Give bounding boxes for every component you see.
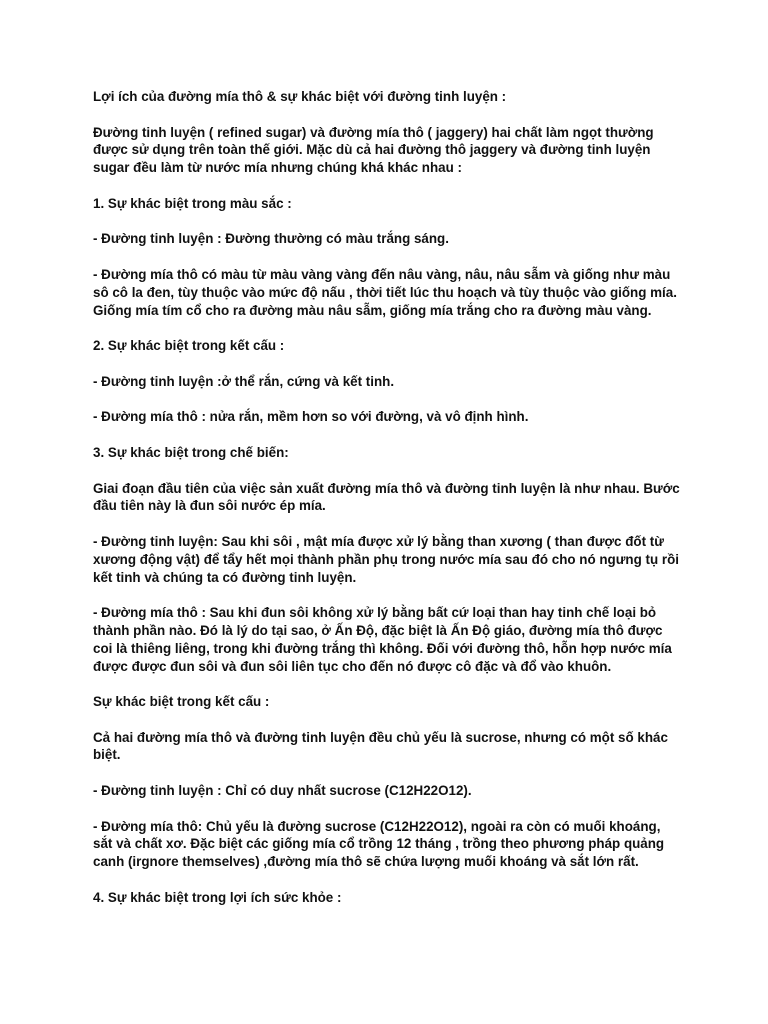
color-jaggery-paragraph: - Đường mía thô có màu từ màu vàng vàng đến nâu vàng, nâu, nâu sẫm và giống như màu sô cô la đen, tùy thuộc vào mức độ nấu , thời tiết lúc thu hoạch và tùy thuộc vào giống mía. Giống mía tím cổ cho ra đường màu nâu sẫm, giống mía trắng cho ra đường màu vàng. [93,266,677,318]
section-heading-texture: 2. Sự khác biệt trong kết cấu : [93,338,285,354]
document-page [93,88,683,924]
composition-refined-paragraph: - Đường tinh luyện : Chỉ có duy nhất sucrose (C12H22O12). [93,783,472,799]
section-heading-composition: Sự khác biệt trong kết cấu : [93,694,270,710]
color-refined-paragraph: - Đường tinh luyện : Đường thường có màu trắng sáng. [93,231,449,247]
intro-paragraph: Đường tinh luyện ( refined sugar) và đường mía thô ( jaggery) hai chất làm ngọt thường được sử dụng trên toàn thế giới. Mặc dù cả hai đường thô jaggery và đường tinh luyện sugar đều làm từ nước mía nhưng chúng khá khác nhau : [93,124,654,176]
composition-jaggery-paragraph: - Đường mía thô: Chủ yếu là đường sucrose (C12H22O12), ngoài ra còn có muối khoáng, sắt và chất xơ. Đặc biệt các giống mía cổ trồng 12 tháng , trồng theo phương pháp quảng canh (irgnore themselves) ,đường mía thô sẽ chứa lượng muối khoáng và sắt lớn rất. [93,818,665,870]
processing-jaggery-paragraph: - Đường mía thô : Sau khi đun sôi không xử lý bằng bất cứ loại than hay tinh chế loại bỏ thành phần nào. Đó là lý do tại sao, ở Ấn Độ, đặc biệt là Ấn Độ giáo, đường mía thô được coi là thiêng liêng, trong khi đường trắng thì không. Đối với đường thô, hỗn hợp nước mía được được đun sôi và đun sôi liên tục cho đến nó được cô đặc và đổ vào khuôn. [93,605,672,674]
section-heading-color: 1. Sự khác biệt trong màu sắc : [93,195,292,211]
processing-refined-paragraph: - Đường tinh luyện: Sau khi sôi , mật mía được xử lý bằng than xương ( than được đốt từ xương động vật) để tẩy hết mọi thành phần phụ trong nước mía sau đó cho nó ngưng tụ rồi kết tinh và chúng ta có đường tinh luyện. [93,533,679,585]
section-heading-health: 4. Sự khác biệt trong lợi ích sức khỏe : [93,889,342,905]
texture-refined-paragraph: - Đường tinh luyện :ở thể rắn, cứng và kết tinh. [93,373,395,389]
processing-intro-paragraph: Giai đoạn đầu tiên của việc sản xuất đường mía thô và đường tinh luyện là như nhau. Bước đầu tiên này là đun sôi nước ép mía. [93,480,680,514]
section-heading-processing: 3. Sự khác biệt trong chế biến: [93,444,289,460]
texture-jaggery-paragraph: - Đường mía thô : nửa rắn, mềm hơn so với đường, và vô định hình. [93,409,529,425]
composition-intro-paragraph: Cả hai đường mía thô và đường tinh luyện đều chủ yếu là sucrose, nhưng có một số khác biệt. [93,729,668,763]
document-title: Lợi ích của đường mía thô & sự khác biệt với đường tinh luyện : [93,89,507,104]
